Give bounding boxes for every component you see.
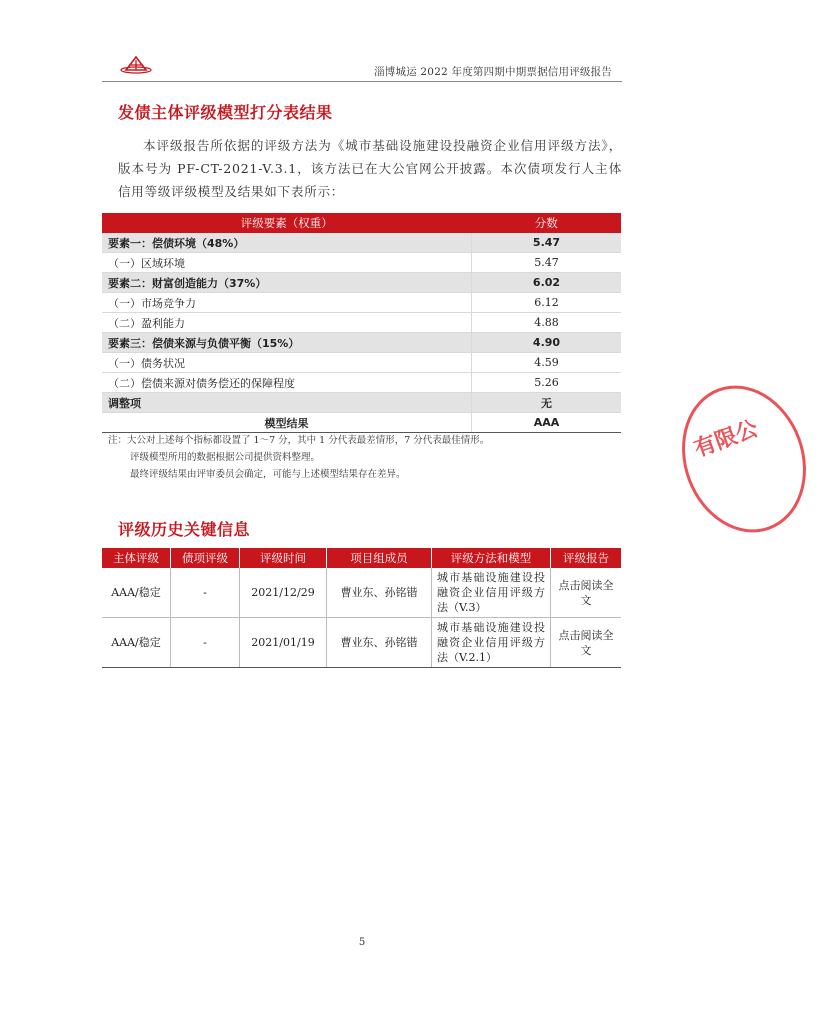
table-row <box>102 393 621 413</box>
factor-label: 要素三：偿债来源与负债平衡（15%） <box>102 333 472 353</box>
factor-score: 5.47 <box>472 233 622 253</box>
table-row <box>102 373 621 393</box>
team-members: 曹业东、孙铭锴 <box>327 568 432 618</box>
factor-score: 6.12 <box>472 293 622 313</box>
rating-history-table <box>102 548 621 668</box>
method-cell <box>432 568 551 618</box>
bond-rating: - <box>171 568 240 618</box>
bond-rating: - <box>171 618 240 668</box>
factor-label: 调整项 <box>102 393 472 413</box>
read-full-report-link[interactable]: 点击阅读全文 <box>558 578 614 607</box>
company-seal <box>662 368 826 550</box>
factor-label: （一）市场竞争力 <box>102 293 472 313</box>
column-header-rating-date: 评级时间 <box>240 548 327 568</box>
factor-label: 模型结果 <box>102 413 472 433</box>
team-members: 曹业东、孙铭锴 <box>327 618 432 668</box>
factor-label: 要素二：财富创造能力（37%） <box>102 273 472 293</box>
score-table <box>102 213 621 433</box>
column-header-report: 评级报告 <box>551 548 622 568</box>
score-table-header <box>102 213 621 233</box>
column-header-entity-rating: 主体评级 <box>102 548 171 568</box>
column-header-team-members: 项目组成员 <box>327 548 432 568</box>
factor-score: 4.88 <box>472 313 622 333</box>
page-number: 5 <box>358 937 366 948</box>
factor-score: 5.47 <box>472 253 622 273</box>
note-line: 评级模型所用的数据根据公司提供资料整理。 <box>130 452 321 463</box>
factor-score: 4.90 <box>472 333 622 353</box>
factor-label: （二）盈利能力 <box>102 313 472 333</box>
factor-score: 4.59 <box>472 353 622 373</box>
read-full-report-link[interactable]: 点击阅读全文 <box>558 628 614 657</box>
column-header-method: 评级方法和模型 <box>432 548 551 568</box>
table-row <box>102 618 621 668</box>
column-header-factor: 评级要素（权重） <box>102 213 472 233</box>
section-title-model-result: 发债主体评级模型打分表结果 <box>118 103 333 122</box>
factor-label: （一）区域环境 <box>102 253 472 273</box>
table-row <box>102 253 621 273</box>
header-divider <box>102 81 622 82</box>
entity-rating: AAA/稳定 <box>102 618 171 668</box>
note-line: 最终评级结果由评审委员会确定，可能与上述模型结果存在差异。 <box>130 469 406 480</box>
report-cell <box>551 618 622 668</box>
table-row <box>102 413 621 433</box>
table-row <box>102 568 621 618</box>
company-logo <box>120 56 152 74</box>
factor-label: 要素一：偿债环境（48%） <box>102 233 472 253</box>
seal-text: 有限公 <box>690 416 762 463</box>
rating-method: 城市基础设施建设投融资企业信用评级方法（V.2.1） <box>437 621 545 664</box>
table-row <box>102 273 621 293</box>
table-row <box>102 293 621 313</box>
history-table-header <box>102 548 621 568</box>
table-notes <box>108 432 628 483</box>
note-line: 注：大公对上述每个指标都设置了 1～7 分，其中 1 分代表最差情形，7 分代表最佳情形。 <box>108 435 490 446</box>
factor-label: （一）债务状况 <box>102 353 472 373</box>
factor-score: 无 <box>472 393 622 413</box>
rating-date: 2021/12/29 <box>240 568 327 618</box>
method-cell <box>432 618 551 668</box>
table-row <box>102 313 621 333</box>
column-header-bond-rating: 债项评级 <box>171 548 240 568</box>
factor-score: 6.02 <box>472 273 622 293</box>
intro-paragraph: 本评级报告所依据的评级方法为《城市基础设施建设投融资企业信用评级方法》，版本号为 PF-CT-2021-V.3.1，该方法已在大公官网公开披露。本次债项发行人主体信用等级评级模型及结果如下表所示： <box>118 138 622 199</box>
factor-score: AAA <box>472 413 622 433</box>
section-title-rating-history: 评级历史关键信息 <box>118 520 251 539</box>
table-row <box>102 233 621 253</box>
table-row <box>102 353 621 373</box>
column-header-score: 分数 <box>472 213 622 233</box>
table-row <box>102 333 621 353</box>
factor-score: 5.26 <box>472 373 622 393</box>
report-header-title: 淄博城运 2022 年度第四期中期票据信用评级报告 <box>374 66 612 78</box>
entity-rating: AAA/稳定 <box>102 568 171 618</box>
rating-date: 2021/01/19 <box>240 618 327 668</box>
factor-label: （二）偿债来源对债务偿还的保障程度 <box>102 373 472 393</box>
report-cell <box>551 568 622 618</box>
rating-method: 城市基础设施建设投融资企业信用评级方法（V.3） <box>437 571 545 614</box>
